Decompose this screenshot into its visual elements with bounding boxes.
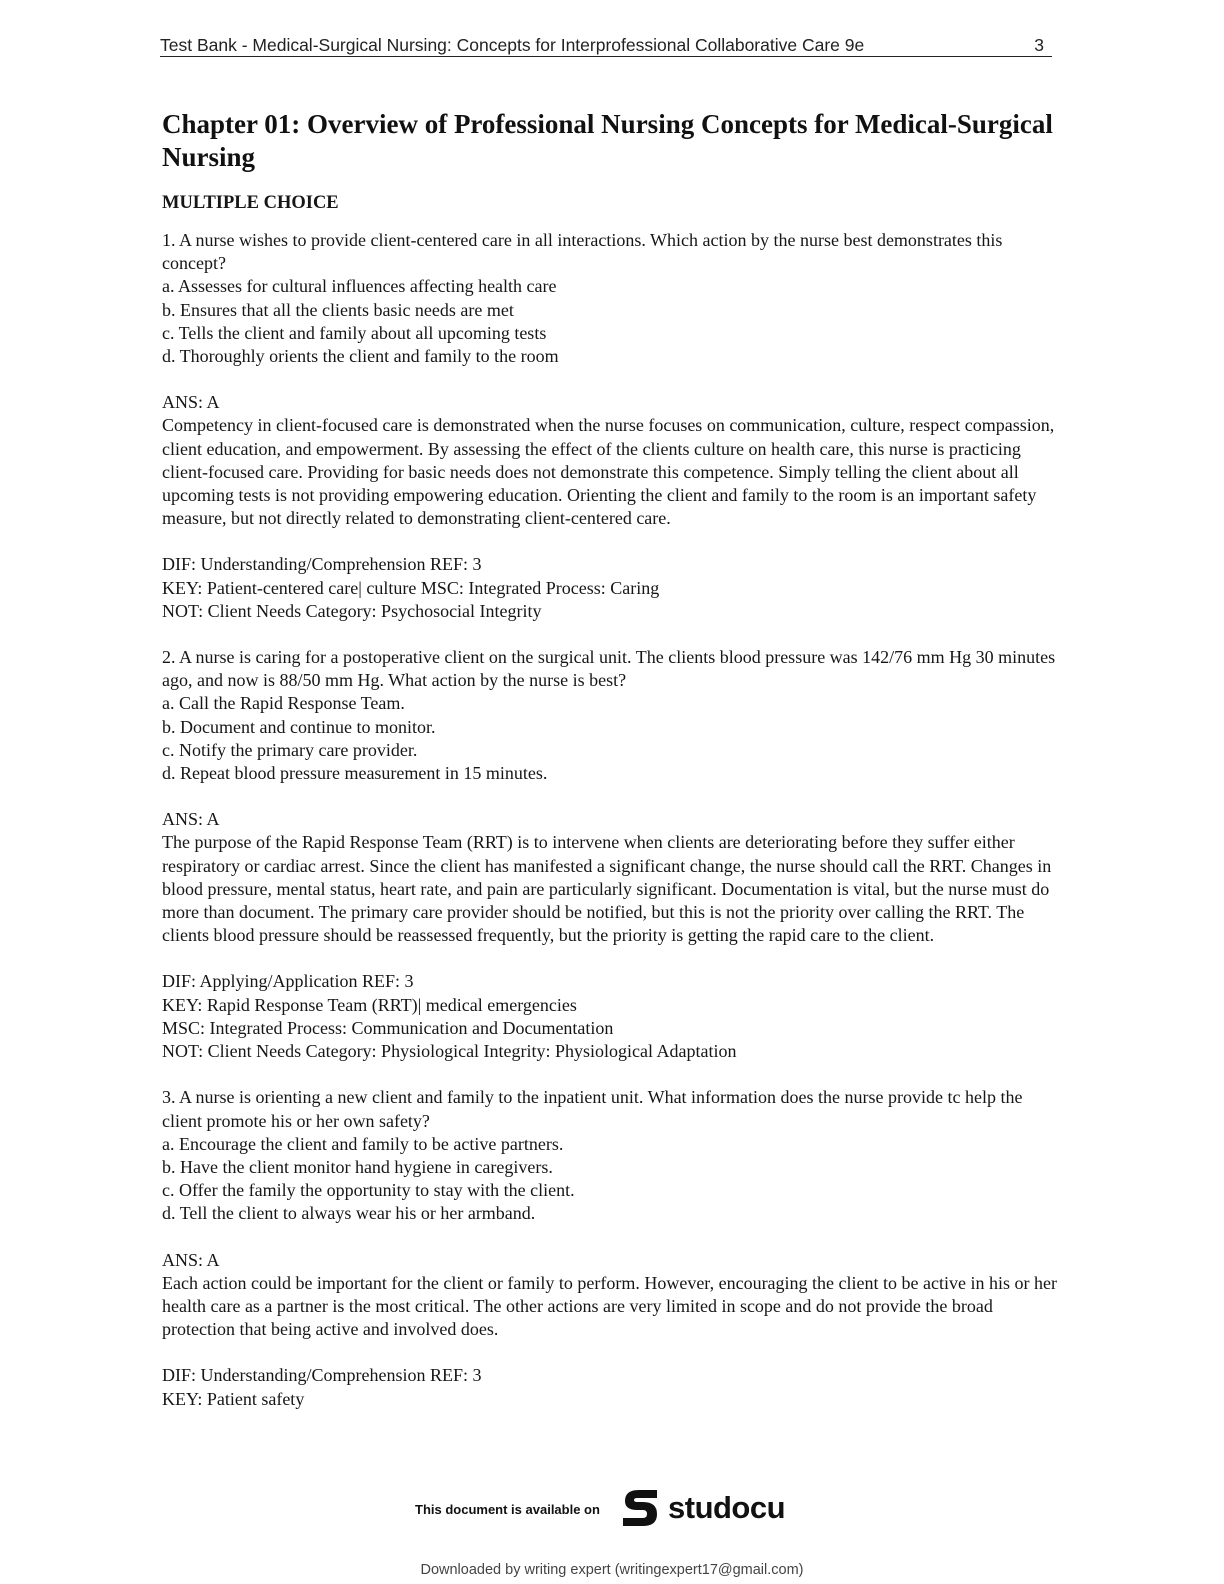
- chapter-title: Chapter 01: Overview of Professional Nursing Concepts for Medical-Surgical Nursing: [162, 109, 1053, 172]
- answer-key: ANS: A: [162, 392, 220, 413]
- answer-option: a. Encourage the client and family to be active partners.: [162, 1133, 564, 1154]
- question-stem: 3. A nurse is orienting a new client and family to the inpatient unit. What information does the nurse provide tc help the client promote his or her own safety?: [162, 1087, 1023, 1131]
- question-block-1: [162, 229, 1062, 623]
- meta-line: KEY: Rapid Response Team (RRT)| medical emergencies: [162, 994, 577, 1015]
- studocu-logo-icon: [617, 1486, 663, 1530]
- header-title: Test Bank - Medical-Surgical Nursing: Concepts for Interprofessional Collaborative Care 9e: [160, 35, 865, 55]
- document-body: [162, 108, 1062, 1411]
- answer-option: a. Assesses for cultural influences affecting health care: [162, 276, 557, 297]
- answer-option: b. Document and continue to monitor.: [162, 716, 436, 737]
- answer-option: c. Notify the primary care provider.: [162, 739, 418, 760]
- meta-line: KEY: Patient safety: [162, 1388, 305, 1409]
- running-header: [160, 34, 1052, 57]
- availability-text: This document is available on: [415, 1502, 600, 1517]
- meta-line: DIF: Applying/Application REF: 3: [162, 971, 414, 992]
- answer-option: a. Call the Rapid Response Team.: [162, 693, 405, 714]
- meta-line: KEY: Patient-centered care| culture MSC: Integrated Process: Caring: [162, 577, 660, 598]
- question-metadata: [162, 970, 1062, 1063]
- answer-option: d. Repeat blood pressure measurement in 15 minutes.: [162, 763, 548, 784]
- answer-block: [162, 808, 1062, 947]
- rationale: Each action could be important for the client or family to perform. However, encouraging the client to be active in his or her health care as a partner is the most critical. The other actions are very limited in scope and do not provide the broad protection that being active and involved does.: [162, 1272, 1057, 1340]
- question-stem: 1. A nurse wishes to provide client-centered care in all interactions. Which action by the nurse best demonstrates this concept?: [162, 230, 1003, 274]
- meta-line: DIF: Understanding/Comprehension REF: 3: [162, 1365, 482, 1386]
- answer-option: d. Thoroughly orients the client and family to the room: [162, 346, 559, 367]
- answer-option: c. Offer the family the opportunity to stay with the client.: [162, 1180, 575, 1201]
- answer-option: b. Have the client monitor hand hygiene in caregivers.: [162, 1156, 553, 1177]
- rationale: Competency in client-focused care is demonstrated when the nurse focuses on communication, culture, respect compassion, client education, and empowerment. By assessing the effect of the clients culture on health care, this nurse is practicing client-focused care. Providing for basic needs does not demonstrate this competence. Simply telling the client about all upcoming tests is not providing empowering education. Orienting the client and family to the room is an important safety measure, but not directly related to demonstrating client-centered care.: [162, 415, 1055, 529]
- answer-key: ANS: A: [162, 1249, 220, 1270]
- question-metadata: [162, 553, 1062, 623]
- answer-option: d. Tell the client to always wear his or her armband.: [162, 1203, 536, 1224]
- page-number: 3: [1034, 35, 1044, 55]
- answer-block: [162, 1249, 1062, 1342]
- answer-option: b. Ensures that all the clients basic needs are met: [162, 299, 514, 320]
- rationale: The purpose of the Rapid Response Team (RRT) is to intervene when clients are deteriorating before they suffer either respiratory or cardiac arrest. Since the client has manifested a significant change, the nurse should call the RRT. Changes in blood pressure, mental status, heart rate, and pain are particularly significant. Documentation is vital, but the nurse must do more than document. The primary care provider should be notified, but this is not the priority over calling the RRT. The clients blood pressure should be reassessed frequently, but the priority is getting the rapid care to the client.: [162, 832, 1052, 946]
- download-notice: Downloaded by writing expert (writingexpert17@gmail.com): [420, 1562, 804, 1578]
- meta-line: DIF: Understanding/Comprehension REF: 3: [162, 554, 482, 575]
- question-stem: 2. A nurse is caring for a postoperative client on the surgical unit. The clients blood pressure was 142/76 mm Hg 30 minutes ago, and now is 88/50 mm Hg. What action by the nurse is best?: [162, 647, 1056, 691]
- section-heading: MULTIPLE CHOICE: [162, 193, 339, 213]
- question-block-2: [162, 646, 1062, 1063]
- question-metadata: [162, 1364, 1062, 1410]
- answer-option: c. Tells the client and family about all upcoming tests: [162, 322, 547, 343]
- studocu-brand: studocu: [668, 1490, 786, 1525]
- question-block-3: [162, 1086, 1062, 1410]
- studocu-banner[interactable]: [0, 1484, 1224, 1534]
- meta-line: MSC: Integrated Process: Communication and Documentation: [162, 1017, 614, 1038]
- meta-line: NOT: Client Needs Category: Physiological Integrity: Physiological Adaptation: [162, 1041, 737, 1062]
- answer-key: ANS: A: [162, 809, 220, 830]
- meta-line: NOT: Client Needs Category: Psychosocial Integrity: [162, 600, 542, 621]
- answer-block: [162, 391, 1062, 530]
